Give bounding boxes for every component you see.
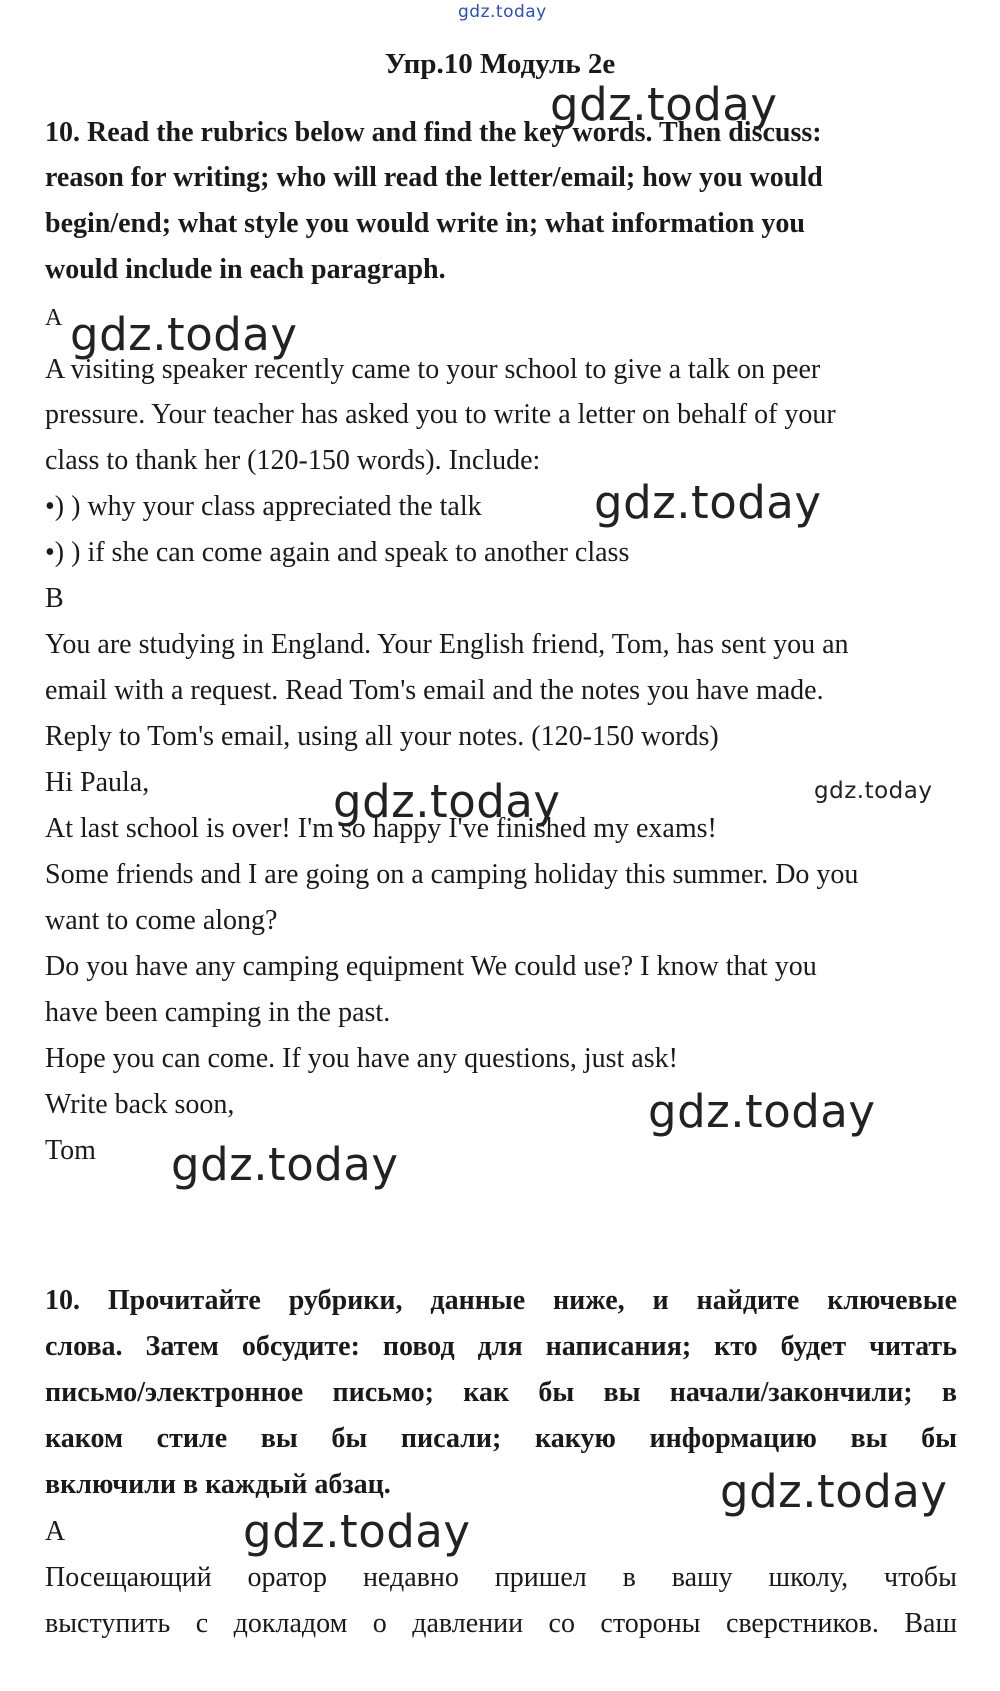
watermark-4: gdz.today xyxy=(814,778,933,804)
task-ru-line-1: 10. Прочитайте рубрики, данные ниже, и найдите ключевые xyxy=(45,1285,957,1316)
watermark-top: gdz.today xyxy=(458,2,547,22)
task-en-line-2: reason for writing; who will read the letter/email; how you would xyxy=(45,162,823,193)
section-b-line-1: You are studying in England. Your English friend, Tom, has sent you an xyxy=(45,629,849,660)
watermark-3: gdz.today xyxy=(594,476,822,529)
watermark-6: gdz.today xyxy=(648,1085,876,1138)
watermark-7: gdz.today xyxy=(171,1138,399,1191)
email-line-4: Do you have any camping equipment We could use? I know that you xyxy=(45,951,817,982)
section-a-bullet-2: •) ) if she can come again and speak to another class xyxy=(45,537,630,568)
email-line-1: At last school is over! I'm so happy I've finished my exams! xyxy=(45,813,717,844)
watermark-2: gdz.today xyxy=(70,308,298,361)
section-a-ru-line-2: выступить с докладом о давлении со стороны сверстников. Ваш xyxy=(45,1608,957,1639)
watermark-5: gdz.today xyxy=(333,775,561,828)
page-title: Упр.10 Модуль 2е xyxy=(384,48,616,80)
task-en-line-4: would include in each paragraph. xyxy=(45,254,446,285)
email-line-2: Some friends and I are going on a camping holiday this summer. Do you xyxy=(45,859,859,890)
email-greeting: Hi Paula, xyxy=(45,767,150,798)
email-signature: Tom xyxy=(45,1135,96,1166)
watermark-8: gdz.today xyxy=(720,1465,948,1518)
email-line-3: want to come along? xyxy=(45,905,278,936)
task-en-line-1: 10. Read the rubrics below and find the key words. Then discuss: xyxy=(45,117,822,148)
section-a-line-1: A visiting speaker recently came to your school to give a talk on peer xyxy=(45,354,821,385)
task-en-line-3: begin/end; what style you would write in; what information you xyxy=(45,208,805,239)
email-line-5: have been camping in the past. xyxy=(45,997,391,1028)
section-a-ru-line-1: Посещающий оратор недавно пришел в вашу школу, чтобы xyxy=(45,1562,957,1593)
section-a-line-2: pressure. Your teacher has asked you to write a letter on behalf of your xyxy=(45,399,836,430)
section-b-label: B xyxy=(45,583,64,614)
email-signoff: Write back soon, xyxy=(45,1089,235,1120)
section-b-line-3: Reply to Tom's email, using all your notes. (120-150 words) xyxy=(45,721,719,752)
section-a-label: A xyxy=(45,305,63,331)
task-ru-line-2: слова. Затем обсудите: повод для написания; кто будет читать xyxy=(45,1331,957,1362)
email-line-6: Hope you can come. If you have any questions, just ask! xyxy=(45,1043,678,1074)
section-a-bullet-1: •) ) why your class appreciated the talk xyxy=(45,491,482,522)
watermark-9: gdz.today xyxy=(243,1505,471,1558)
task-ru-line-4: каком стиле вы бы писали; какую информацию вы бы xyxy=(45,1423,957,1454)
task-ru-line-3: письмо/электронное письмо; как бы вы начали/закончили; в xyxy=(45,1377,957,1408)
section-a-line-3: class to thank her (120-150 words). Include: xyxy=(45,445,541,476)
section-a-ru-label: A xyxy=(45,1516,66,1547)
watermark-1: gdz.today xyxy=(550,78,778,131)
task-ru-line-5: включили в каждый абзац. xyxy=(45,1469,391,1500)
section-b-line-2: email with a request. Read Tom's email and the notes you have made. xyxy=(45,675,824,706)
